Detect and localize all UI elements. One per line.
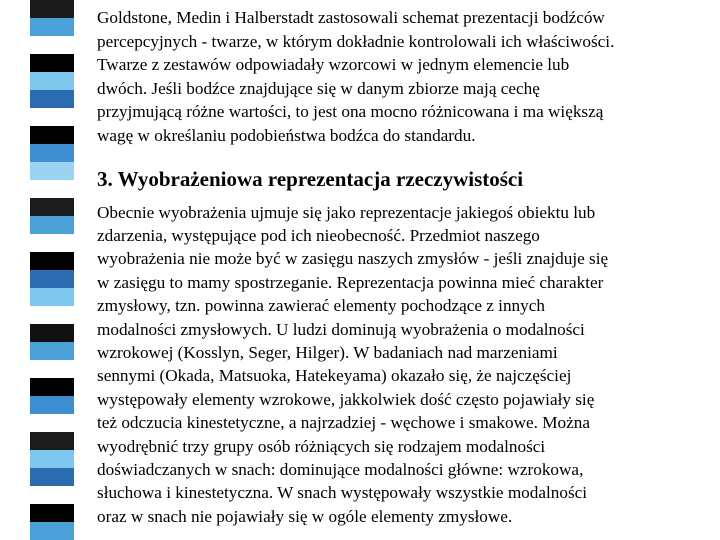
paragraph-line: w zasięgu to mamy spostrzeganie. Reprezentacja powinna mieć charakter	[97, 272, 604, 292]
stripe-block	[30, 252, 74, 270]
paragraph-line: przyjmującą różne wartości, to jest ona mocno różnicowana i ma większą	[97, 102, 604, 122]
paragraph-line: wyodrębnić trzy grupy osób różniących się rodzajem modalności	[97, 436, 546, 456]
stripe-block	[30, 432, 74, 450]
paragraph-line: wyobrażenia nie może być w zasięgu naszych zmysłów - jeśli znajduje się	[97, 249, 609, 269]
paragraph-line: Goldstone, Medin i Halberstadt zastosowali schemat prezentacji bodźców	[97, 8, 605, 27]
stripe-block	[30, 522, 74, 540]
paragraph-line: oraz w snach nie pojawiały się w ogóle elementy zmysłowe.	[97, 506, 513, 526]
stripe-block	[30, 270, 74, 288]
stripe-block	[30, 72, 74, 90]
decorative-stripe	[30, 0, 74, 540]
paragraph-line: dwóch. Jeśli bodźce znajdujące się w danym zbiorze mają cechę	[97, 78, 540, 98]
paragraph-line: doświadczanych w snach: dominujące modalności główne: wzrokowa,	[97, 460, 584, 480]
stripe-block	[30, 396, 74, 414]
paragraph-line: wzrokowej (Kosslyn, Seger, Hilger). W badaniach nad marzeniami	[97, 343, 558, 362]
intro-paragraph	[97, 6, 709, 148]
stripe-block	[30, 162, 74, 180]
paragraph-line: zdarzenia, występujące pod ich nieobecność. Przedmiot naszego	[97, 225, 540, 245]
paragraph-line: Twarze z zestawów odpowiadały wzorcowi w jednym elemencie lub	[97, 55, 570, 75]
stripe-block	[30, 504, 74, 522]
stripe-block	[30, 18, 74, 36]
stripe-block	[30, 360, 74, 378]
stripe-block	[30, 486, 74, 504]
paragraph-line: słuchowa i kinestetyczna. W snach występowały wszystkie modalności	[97, 483, 588, 503]
stripe-block	[30, 450, 74, 468]
slide-content	[97, 6, 709, 528]
stripe-block	[30, 144, 74, 162]
stripe-block	[30, 468, 74, 486]
stripe-block	[30, 198, 74, 216]
stripe-block	[30, 36, 74, 54]
stripe-block	[30, 288, 74, 306]
paragraph-line: Obecnie wyobrażenia ujmuje się jako reprezentacje jakiegoś obiektu lub	[97, 202, 596, 222]
section-paragraph	[97, 201, 709, 529]
stripe-block	[30, 306, 74, 324]
stripe-block	[30, 378, 74, 396]
section-heading: 3. Wyobrażeniowa reprezentacja rzeczywistości	[97, 166, 524, 191]
stripe-block	[30, 414, 74, 432]
stripe-block	[30, 126, 74, 144]
paragraph-line: modalności zmysłowych. U ludzi dominują wyobrażenia o modalności	[97, 319, 585, 339]
stripe-block	[30, 180, 74, 198]
paragraph-line: sennymi (Okada, Matsuoka, Hatekeyama) okazało się, że najczęściej	[97, 366, 572, 386]
stripe-block	[30, 108, 74, 126]
stripe-block	[30, 234, 74, 252]
stripe-block	[30, 54, 74, 72]
stripe-block	[30, 216, 74, 234]
paragraph-line: wagę w określaniu podobieństwa bodźca do standardu.	[97, 125, 476, 145]
paragraph-line: percepcyjnych - twarze, w którym dokładnie kontrolowali ich właściwości.	[97, 31, 615, 51]
stripe-block	[30, 0, 74, 18]
stripe-block	[30, 324, 74, 342]
paragraph-line: zmysłowy, tzn. powinna zawierać elementy pochodzące z innych	[97, 296, 545, 316]
stripe-block	[30, 342, 74, 360]
paragraph-line: występowały elementy wzrokowe, jakkolwiek dość często pojawiały się	[97, 389, 595, 409]
stripe-block	[30, 90, 74, 108]
paragraph-line: też odczucia kinestetyczne, a najrzadziej - węchowe i smakowe. Można	[97, 413, 590, 433]
